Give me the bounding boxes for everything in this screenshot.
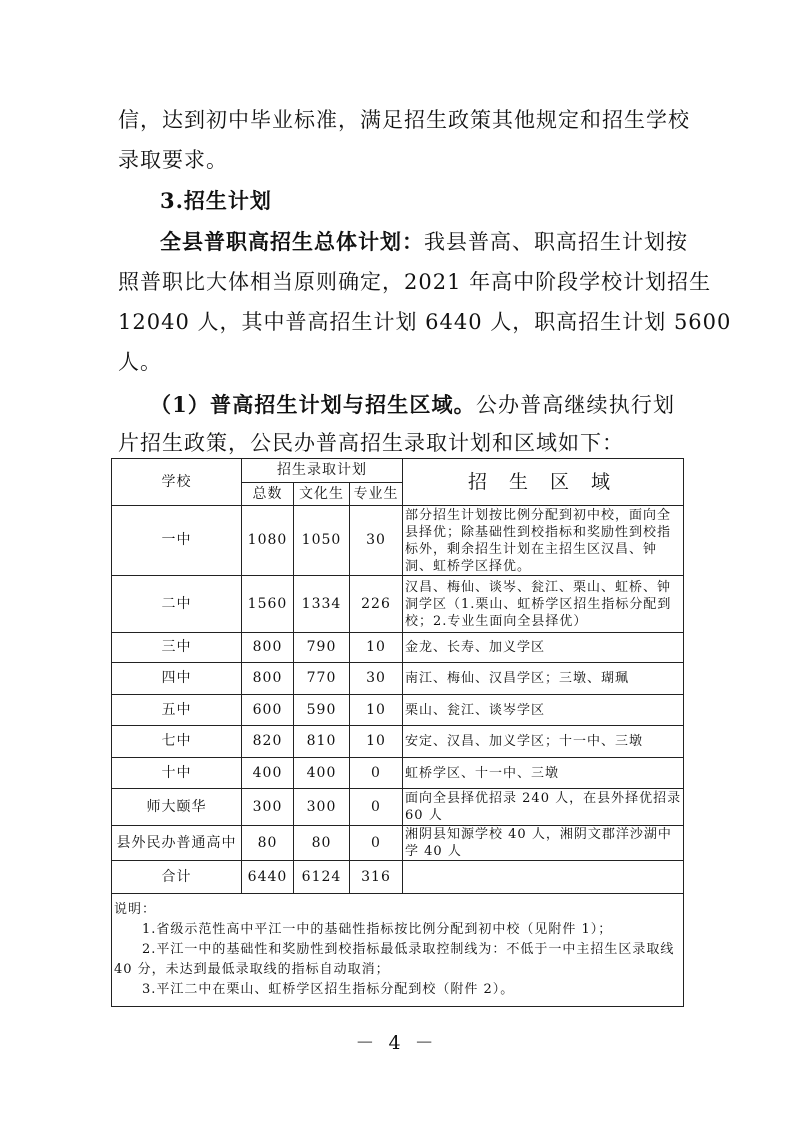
cell-total: 400 — [242, 758, 294, 789]
cell-region: 虹桥学区、十一中、三墩 — [403, 758, 684, 789]
section-heading: 3.招生计划 — [160, 188, 272, 213]
cell-culture: 400 — [294, 758, 350, 789]
cell-culture: 590 — [294, 695, 350, 726]
cell-pro: 0 — [350, 826, 403, 861]
cell-region: 金龙、长寿、加义学区 — [403, 633, 684, 663]
cell-school: 合计 — [112, 861, 242, 894]
cell-school: 一中 — [112, 506, 242, 576]
cell-culture: 790 — [294, 633, 350, 663]
cell-school: 五中 — [112, 695, 242, 726]
paragraph-plan-region — [150, 390, 675, 420]
table-row — [112, 726, 684, 758]
cell-region: 部分招生计划按比例分配到初中校，面向全县择优；除基础性到校指标和奖励性到校指标外，剩余招生计划在主招生区汉昌、钟洞、虹桥学区择优。 — [403, 506, 684, 576]
cell-culture: 300 — [294, 789, 350, 826]
table-row — [112, 633, 684, 663]
paragraph-overall-plan — [160, 227, 688, 257]
cell-pro: 10 — [350, 633, 403, 663]
body-line: 信，达到初中毕业标准，满足招生政策其他规定和招生学校 — [118, 108, 690, 132]
cell-total: 300 — [242, 789, 294, 826]
cell-region: 栗山、瓮江、谈岑学区 — [403, 695, 684, 726]
cell-culture: 6124 — [294, 861, 350, 894]
table-row — [112, 789, 684, 826]
page-number: － 4 － — [355, 1032, 438, 1054]
cell-total: 1080 — [242, 506, 294, 576]
cell-pro: 316 — [350, 861, 403, 894]
cell-school: 二中 — [112, 576, 242, 633]
bold-lead: 全县普职高招生总体计划： — [160, 229, 424, 254]
cell-culture: 80 — [294, 826, 350, 861]
table-row — [112, 663, 684, 695]
cell-total: 820 — [242, 726, 294, 758]
bold-lead: （1）普高招生计划与招生区域。 — [150, 392, 476, 417]
table-row — [112, 758, 684, 789]
body-line: 人。 — [118, 350, 162, 374]
cell-pro: 10 — [350, 726, 403, 758]
cell-pro: 0 — [350, 758, 403, 789]
cell-pro: 30 — [350, 663, 403, 695]
cell-culture: 1050 — [294, 506, 350, 576]
cell-pro: 30 — [350, 506, 403, 576]
table-row — [112, 861, 684, 894]
cell-region: 南江、梅仙、汉昌学区；三墩、瑚珮 — [403, 663, 684, 695]
cell-culture: 810 — [294, 726, 350, 758]
table-row — [112, 826, 684, 861]
cell-culture: 770 — [294, 663, 350, 695]
cell-region: 安定、汉昌、加义学区；十一中、三墩 — [403, 726, 684, 758]
cell-total: 80 — [242, 826, 294, 861]
notes-cell — [112, 894, 684, 1007]
body-line: 录取要求。 — [118, 148, 228, 172]
cell-school: 县外民办普通高中 — [112, 826, 242, 861]
cell-culture: 1334 — [294, 576, 350, 633]
cell-total: 6440 — [242, 861, 294, 894]
note-item: 1.省级示范性高中平江一中的基础性指标按比例分配到初中校（见附件 1）； — [142, 922, 613, 937]
table-row — [112, 576, 684, 633]
header-total: 总数 — [242, 483, 294, 506]
cell-region: 汉昌、梅仙、谈岑、瓮江、栗山、虹桥、钟洞学区（1.栗山、虹桥学区招生指标分配到校；2.专业生面向全县择优） — [403, 576, 684, 633]
table-row — [112, 506, 684, 576]
cell-school: 四中 — [112, 663, 242, 695]
body-text: 我县普高、职高招生计划按 — [424, 230, 688, 254]
cell-region — [403, 861, 684, 894]
cell-region: 湘阴县知源学校 40 人，湘阴文郡洋沙湖中学 40 人 — [403, 826, 684, 861]
cell-total: 1560 — [242, 576, 294, 633]
note-item: 3.平江二中在栗山、虹桥学区招生指标分配到校（附件 2）。 — [142, 982, 515, 997]
header-culture: 文化生 — [294, 483, 350, 506]
cell-school: 师大颐华 — [112, 789, 242, 826]
cell-school: 十中 — [112, 758, 242, 789]
table-row — [112, 695, 684, 726]
body-line: 照普职比大体相当原则确定，2021 年高中阶段学校计划招生 — [118, 270, 712, 294]
header-pro: 专业生 — [350, 483, 403, 506]
cell-total: 800 — [242, 663, 294, 695]
cell-pro: 0 — [350, 789, 403, 826]
cell-total: 600 — [242, 695, 294, 726]
cell-pro: 10 — [350, 695, 403, 726]
cell-pro: 226 — [350, 576, 403, 633]
body-text: 公办普高继续执行划 — [475, 393, 675, 417]
header-school: 学校 — [112, 459, 242, 506]
enrollment-plan-table — [111, 458, 684, 1007]
cell-region: 面向全县择优招录 240 人，在县外择优招录 60 人 — [403, 789, 684, 826]
note-item: 2.平江一中的基础性和奖励性到校指标最低录取控制线为：不低于一中主招生区录取线 40 分，未达到最低录取线的指标自动取消； — [114, 942, 675, 977]
notes-title: 说明： — [114, 902, 157, 917]
header-region: 招 生 区 域 — [403, 459, 684, 506]
body-line: 片招生政策，公民办普高招生录取计划和区域如下： — [118, 431, 624, 455]
header-plan: 招生录取计划 — [242, 459, 403, 483]
cell-total: 800 — [242, 633, 294, 663]
cell-school: 三中 — [112, 633, 242, 663]
cell-school: 七中 — [112, 726, 242, 758]
body-line: 12040 人，其中普高招生计划 6440 人，职高招生计划 5600 — [118, 310, 732, 334]
